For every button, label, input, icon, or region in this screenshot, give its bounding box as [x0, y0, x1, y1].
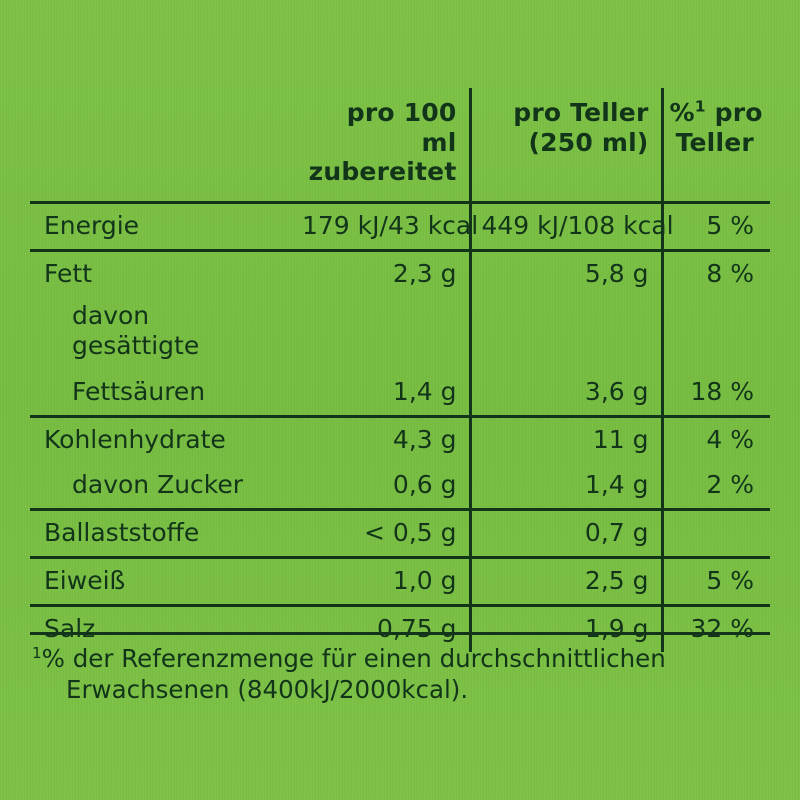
row-value-fett-percent: 8 % [662, 250, 770, 297]
table-row [30, 463, 770, 510]
row-value-salz-plate: 1,9 g [470, 605, 662, 652]
row-value-fett-100ml: 2,3 g [292, 250, 470, 297]
header-percent-per-plate [662, 88, 770, 202]
nutrition-table-panel [30, 88, 770, 652]
row-value-gesaettigte-100ml: 1,4 g [392, 376, 457, 406]
row-value-kohlenhydrate-100ml: 4,3 g [292, 416, 470, 463]
row-value-gesaettigte-percent: 18 % [662, 370, 770, 417]
table-row-subline [30, 297, 770, 370]
header-percent-suffix: pro [705, 98, 763, 127]
footnote-line2: Erwachsenen (8400kJ/2000kcal). [66, 675, 469, 705]
header-per-plate [470, 88, 662, 202]
row-value-salz-percent: 32 % [662, 605, 770, 652]
header-per-100ml-line1: pro 100 ml [346, 98, 457, 157]
table-row [30, 416, 770, 463]
row-value-eiweiss-plate: 2,5 g [470, 557, 662, 605]
header-per-100ml-line2: zubereitet [308, 157, 457, 186]
row-label-kohlenhydrate: Kohlenhydrate [30, 416, 292, 463]
row-spacer-100ml [292, 297, 470, 370]
header-nutrient [30, 88, 292, 202]
row-value-gesaettigte-plate: 3,6 g [470, 370, 662, 417]
row-value-zucker-plate: 1,4 g [470, 463, 662, 510]
table-row [30, 202, 770, 250]
row-value-kohlenhydrate-plate: 11 g [470, 416, 662, 463]
row-value-energie-percent: 5 % [662, 202, 770, 250]
row-value-kohlenhydrate-percent: 4 % [662, 416, 770, 463]
row-label-zucker: davon Zucker [72, 469, 244, 499]
row-label-salz: Salz [30, 605, 292, 652]
table-row [30, 509, 770, 557]
header-percent-symbol: % [669, 98, 695, 127]
footnote [30, 632, 770, 706]
table-row [30, 370, 770, 417]
header-per-plate-line2: (250 ml) [528, 127, 649, 157]
row-value-energie-plate: 449 kJ/108 kcal [470, 202, 662, 250]
header-percent-footnote-marker: 1 [694, 97, 706, 116]
row-value-salz-100ml: 0,75 g [292, 605, 470, 652]
header-per-plate-line1: pro Teller [513, 98, 649, 127]
table-row [30, 250, 770, 297]
table-row [30, 557, 770, 605]
row-label-fett: Fett [30, 250, 292, 297]
footnote-marker: 1 [32, 643, 42, 662]
row-value-zucker-100ml: 0,6 g [392, 469, 457, 499]
row-value-eiweiss-percent: 5 % [662, 557, 770, 605]
table-header-row [30, 88, 770, 202]
header-percent-line1 [670, 98, 761, 128]
row-label-energie: Energie [30, 202, 292, 250]
row-value-energie-100ml: 179 kJ/43 kcal [292, 202, 470, 250]
header-per-100ml [292, 88, 470, 202]
row-label-gesaettigte-line1: davon gesättigte [72, 300, 200, 360]
row-spacer-percent [662, 297, 770, 370]
row-value-eiweiss-100ml: 1,0 g [292, 557, 470, 605]
row-value-fett-plate: 5,8 g [470, 250, 662, 297]
row-value-ballaststoffe-plate: 0,7 g [470, 509, 662, 557]
row-value-zucker-percent: 2 % [662, 463, 770, 510]
footnote-line1 [30, 643, 770, 674]
header-percent-line2: Teller [675, 127, 754, 157]
row-value-ballaststoffe-percent [662, 509, 770, 557]
row-value-ballaststoffe-100ml: < 0,5 g [292, 509, 470, 557]
row-label-gesaettigte-line2: Fettsäuren [72, 376, 206, 406]
row-spacer-plate [470, 297, 662, 370]
nutrition-table [30, 88, 770, 652]
row-label-ballaststoffe: Ballaststoffe [30, 509, 292, 557]
row-label-eiweiss: Eiweiß [30, 557, 292, 605]
footnote-line1-text: % der Referenzmenge für einen durchschnittlichen [41, 644, 666, 673]
